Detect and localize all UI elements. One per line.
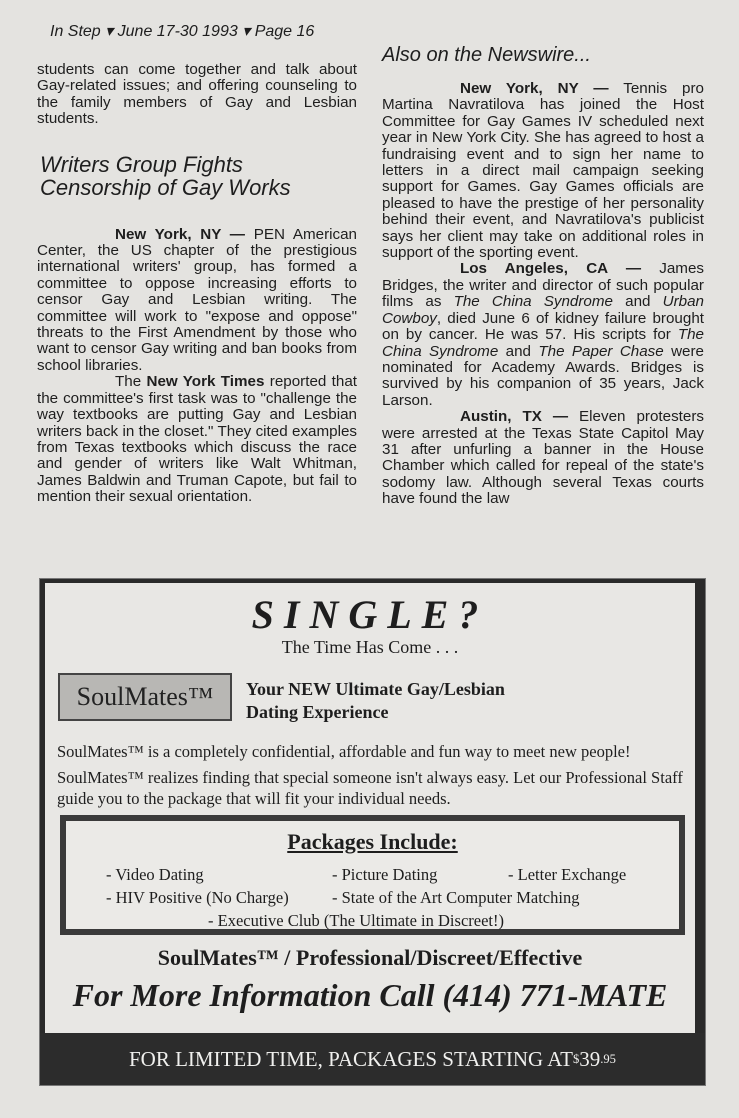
package-item: - Picture Dating (332, 865, 438, 884)
logo-text: SoulMates™ (76, 682, 214, 711)
news-text: James Bridges, the writer and director of such popular films as (382, 260, 704, 311)
packages-title: Packages Include: (287, 829, 458, 854)
header-separator: ▾ (242, 23, 251, 40)
banner-text: FOR LIMITED TIME, PACKAGES STARTING AT (129, 1046, 573, 1071)
news-text: , died June 6 of kidney failure brought on by cancer. He was 57. His scripts for (382, 309, 704, 344)
news-text: Tennis pro Martina Navratilova has joined the Host Committee for Gay Games IV scheduled next year in New York City. She has agreed to host a fundraising event and to sign her name to letters in a direct mail campaign seeking support for Games. Gay Games officials are pleased to have the prestige of her personality behind their event, and Navratilova's publicist says her client may take on additional roles in support of the sporting event. (382, 80, 704, 262)
package-item: - Executive Club (The Ultimate in Discreet!) (208, 911, 504, 930)
film-title: The Paper Chase (538, 342, 664, 360)
news-text: were nominated for Academy Awards. Bridges is survived by his companion of 35 years, Jack Larson. (382, 342, 705, 409)
continued-text: students can come together and talk about Gay-related issues; and offering counseling to the family members of Gay and Lesbian students. (37, 61, 357, 128)
package-item: - State of the Art Computer Matching (332, 888, 580, 907)
ad-tagline (246, 678, 505, 724)
soulmates-advertisement (39, 578, 706, 1086)
article-paragraph (37, 374, 357, 505)
ad-brand-line: SoulMates™ / Professional/Discreet/Effective (157, 945, 583, 970)
packages-box (60, 815, 685, 935)
article-paragraph (37, 227, 357, 375)
news-text: and (612, 293, 663, 311)
dateline: New York, NY — (115, 225, 245, 243)
soulmates-logo (58, 673, 232, 721)
left-column (37, 62, 357, 506)
tagline-line: Your NEW Ultimate Gay/Lesbian (246, 679, 505, 699)
header-separator: ▾ (105, 23, 114, 40)
price-dollar-sign: $ (572, 1051, 580, 1066)
tagline-line: Dating Experience (246, 702, 389, 722)
news-item (382, 81, 704, 261)
film-title: Urban Cowboy (382, 293, 704, 327)
price-banner (40, 1033, 705, 1085)
ad-phone-line: For More Information Call (414) 771-MATE (72, 977, 668, 1013)
package-item: - Video Dating (106, 865, 204, 884)
paragraph-text: PEN American Center, the US chapter of the prestigious international writers' group, has formed a committee to oppose increasing efforts to censor Gay and Lesbian writing. The committee will work to "expose and oppose" threats to the First Amendment by those who want to censor Gay writing and ban books from school libraries. (37, 225, 357, 374)
newswire-heading: Also on the Newswire... (382, 44, 591, 66)
page-header (50, 21, 314, 41)
news-text: and (498, 342, 539, 360)
news-item (382, 261, 704, 409)
price-dollars: 39 (579, 1046, 601, 1071)
dateline: New York, NY — (460, 80, 609, 97)
publication-name: In Step (50, 23, 101, 40)
ad-subhead: The Time Has Come . . . (281, 637, 459, 657)
page-number: Page 16 (254, 23, 315, 40)
ad-headline: SINGLE? (251, 592, 489, 637)
issue-date: June 17-30 1993 (117, 23, 238, 40)
ad-paragraph: SoulMates™ realizes finding that special someone isn't always easy. Let our Professional Staff guide you to the package that will fit your individual needs. (57, 768, 683, 808)
ad-border-top (40, 579, 705, 583)
dateline: Austin, TX — (460, 408, 569, 426)
film-title: The China Syndrome (382, 326, 704, 360)
paragraph-text: reported that the committee's first task was to "challenge the way textbooks are putting Gay and Lesbian writers back in the closet." They cited examples from Texas textbooks which discuss the race and gender of writers like Walt Whitman, James Baldwin and Truman Capote, but fail to mention their sexual orientation. (37, 373, 358, 506)
paragraph-text: The (115, 373, 147, 391)
news-item (382, 409, 704, 507)
film-title: The China Syndrome (453, 293, 613, 311)
package-item: - Letter Exchange (508, 865, 627, 884)
price-cents: .95 (600, 1051, 616, 1066)
ad-paragraph: SoulMates™ is a completely confidential, affordable and fun way to meet new people! (57, 742, 631, 761)
dateline: Los Angeles, CA — (460, 260, 642, 278)
article-headline: Writers Group Fights Censorship of Gay Works (40, 151, 291, 200)
package-item: - HIV Positive (No Charge) (106, 888, 289, 907)
newspaper-name: New York Times (146, 373, 265, 391)
news-text: Eleven protesters were arrested at the Texas State Capitol May 31 after unfurling a banner in the House Chamber which called for repeal of the state's sodomy law. Although several Texas courts have found the law (382, 408, 704, 508)
right-column (382, 44, 704, 508)
